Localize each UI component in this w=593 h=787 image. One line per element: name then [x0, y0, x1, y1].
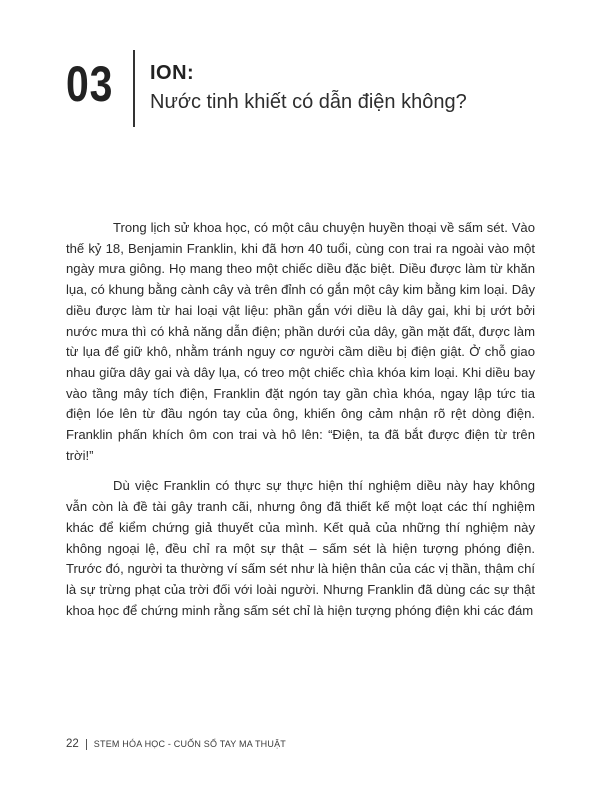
paragraph-1: Trong lịch sử khoa học, có một câu chuyện huyền thoại về sấm sét. Vào thế kỷ 18, Benjamin Franklin, khi đã hơn 40 tuổi, cùng con trai ra ngoài vào một ngày mưa giông. Họ mang theo một chiếc diều đặc biệt. Diều được làm từ khăn lụa, có khung bằng cành cây và trên đỉnh có gắn một cây kim bằng kim loại. Dây diều được làm từ hai loại vật liệu: phần gắn với diều là dây gai, khi bị ướt bởi nước mưa thì có khả năng dẫn điện; phần dưới của dây, gần mặt đất, được làm từ lụa để giữ khô, nhằm tránh nguy cơ người cầm diều bị điện giật. Ở chỗ giao nhau giữa dây gai và dây lụa, có treo một chiếc chìa khóa kim loại. Khi diều bay vào tầng mây tích điện, Franklin đặt ngón tay gần chìa khóa, ngay lập tức tia điện lóe lên từ đầu ngón tay của ông, khiến ông cảm nhận rõ rệt dòng điện. Franklin phấn khích ôm con trai và hô lên: “Điện, ta đã bắt được điện từ trên trời!” — [66, 220, 535, 463]
chapter-title: ION: — [150, 62, 195, 84]
page-number: 22 — [66, 738, 79, 750]
chapter-subtitle: Nước tinh khiết có dẫn điện không? — [150, 91, 467, 113]
chapter-number: 03 — [66, 56, 114, 112]
running-title: STEM HÓA HỌC - CUỐN SỔ TAY MA THUẬT — [93, 739, 286, 749]
paragraph-2: Dù việc Franklin có thực sự thực hiện thí nghiệm diều này hay không vẫn còn là đề tài gây tranh cãi, nhưng ông đã thiết kế một loạt các thí nghiệm khác để kiểm chứng giả thuyết của mình. Kết quả của những thí nghiệm này không ngoại lệ, đều chỉ ra một sự thật – sấm sét là hiện tượng phóng điện. Trước đó, người ta thường ví sấm sét như là hiện thân của các vị thần, thậm chí là sự trừng phạt của trời đối với loài người. Nhưng Franklin đã dùng các sự thật khoa học để chứng minh rằng sấm sét chỉ là hiện tượng phóng điện khi các đám — [66, 478, 535, 618]
chapter-divider — [133, 50, 135, 127]
chapter-header — [66, 50, 546, 130]
body-text — [66, 218, 535, 621]
page-footer — [66, 737, 286, 751]
footer-divider — [86, 739, 87, 750]
